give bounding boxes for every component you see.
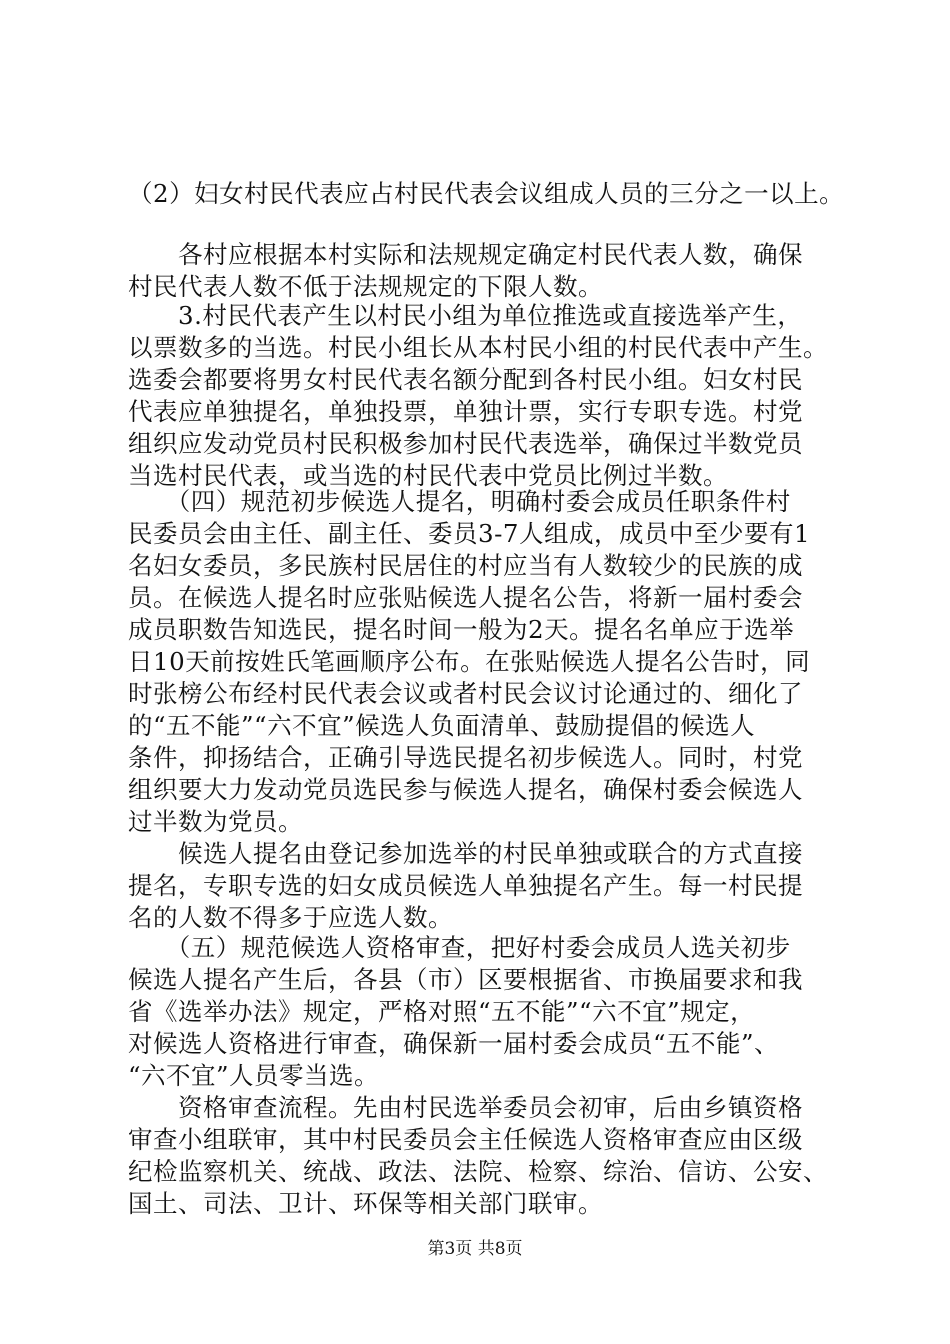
text-line: 资格审查流程。先由村民选举委员会初审，后由乡镇资格 — [128, 1093, 803, 1122]
text-line: 对候选人资格进行审查，确保新一届村委会成员“五不能”、 — [128, 1029, 780, 1058]
text-line: 村民代表人数不低于法规规定的下限人数。 — [128, 272, 603, 301]
text-line: “六不宜”人员零当选。 — [128, 1061, 380, 1090]
text-line: 当选村民代表，或当选的村民代表中党员比例过半数。 — [128, 461, 728, 490]
text-line: 过半数为党员。 — [128, 807, 303, 836]
text-line: 组织应发动党员村民积极参加村民代表选举，确保过半数党员 — [128, 429, 803, 458]
text-line: 3.村民代表产生以村民小组为单位推选或直接选举产生， — [128, 301, 803, 330]
text-line: （五）规范候选人资格审查，把好村委会成员人选关初步 — [128, 933, 791, 962]
text-line: 候选人提名产生后，各县（市）区要根据省、市换届要求和我 — [128, 965, 803, 994]
text-line: 选委会都要将男女村民代表名额分配到各村民小组。妇女村民 — [128, 365, 803, 394]
text-line: 名的人数不得多于应选人数。 — [128, 903, 453, 932]
text-line: 以票数多的当选。村民小组长从本村民小组的村民代表中产生。 — [128, 333, 828, 362]
text-line: 候选人提名由登记参加选举的村民单独或联合的方式直接 — [128, 839, 803, 868]
text-line: 员。在候选人提名时应张贴候选人提名公告，将新一届村委会 — [128, 583, 803, 612]
text-line: 名妇女委员，多民族村民居住的村应当有人数较少的民族的成 — [128, 551, 803, 580]
text-line: 时张榜公布经村民代表会议或者村民会议讨论通过的、细化了 — [128, 679, 803, 708]
page-number-footer: 第3页 共8页 — [427, 1239, 523, 1259]
text-line: （四）规范初步候选人提名，明确村委会成员任职条件村 — [128, 487, 791, 516]
text-line: 纪检监察机关、统战、政法、法院、检察、综治、信访、公安、 — [128, 1157, 828, 1186]
text-line: 各村应根据本村实际和法规规定确定村民代表人数，确保 — [128, 240, 803, 269]
text-line: （2）妇女村民代表应占村民代表会议组成人员的三分之一以上。 — [128, 179, 845, 208]
text-line: 成员职数告知选民，提名时间一般为2天。提名名单应于选举 — [128, 615, 795, 644]
text-line: 条件，抑扬结合，正确引导选民提名初步候选人。同时，村党 — [128, 743, 803, 772]
text-line: 提名，专职专选的妇女成员候选人单独提名产生。每一村民提 — [128, 871, 803, 900]
text-line: 民委员会由主任、副主任、委员3-7人组成，成员中至少要有1 — [128, 519, 811, 548]
text-line: 的“五不能”“六不宜”候选人负面清单、鼓励提倡的候选人 — [128, 711, 756, 740]
text-line: 省《选举办法》规定，严格对照“五不能”“六不宜”规定， — [128, 997, 756, 1026]
text-line: 日10天前按姓氏笔画顺序公布。在张贴候选人提名公告时，同 — [128, 647, 811, 676]
text-line: 组织要大力发动党员选民参与候选人提名，确保村委会候选人 — [128, 775, 803, 804]
text-line: 审查小组联审，其中村民委员会主任候选人资格审查应由区级 — [128, 1125, 803, 1154]
text-line: 国土、司法、卫计、环保等相关部门联审。 — [128, 1189, 603, 1218]
text-line: 代表应单独提名，单独投票，单独计票，实行专职专选。村党 — [128, 397, 803, 426]
